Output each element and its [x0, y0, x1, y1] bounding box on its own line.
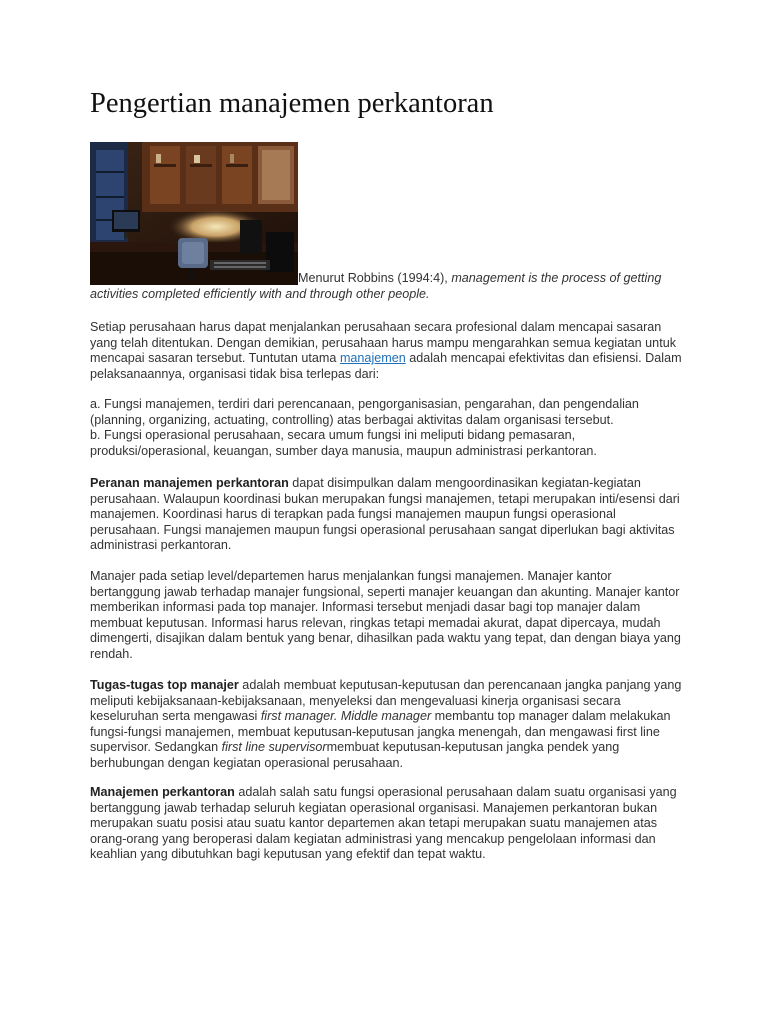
office-management-text: adalah salah satu fungsi operasional perusahaan dalam suatu organisasi yang bertanggung jawab terhadap seluruh kegiatan operasional organisasi. Manajemen perkantoran bukan merupakan suatu posisi atau suatu kantor departemen akan tetapi merupakan suatu manajemen atas orang-orang yang beroperasi dalam kegiatan administrasi yang mencakup pengelolaan informasi dan keahlian yang dibutuhkan bagi keputusan yang efektif dan tepat waktu.	[90, 785, 677, 862]
office-photo	[90, 142, 298, 285]
office-photo-illustration	[90, 142, 298, 285]
top-manager-text-1: adalah membuat keputusan-keputusan dan perencanaan jangka panjang yang meliputi kebijaksanaan-kebijaksanaan, menyeleksi dan mengevaluasi kinerja organisasi secara keseluruhan serta mengawasi	[90, 678, 682, 724]
top-manager-italic-1: first manager. Middle manager	[260, 709, 432, 724]
quote-lead: Menurut Robbins (1994:4),	[298, 271, 452, 285]
paragraph-intro-text-end: adalah mencapai efektivitas dan efisiensi. Dalam pelaksanaannya, organisasi tidak bisa terlepas dari:	[90, 351, 682, 381]
role-text: dapat disimpulkan dalam mengoordinasikan kegiatan-kegiatan perusahaan. Walaupun koordinasi bukan merupakan fungsi manajemen, tetapi merupakan inti/esensi dari manajemen. Koordinasi harus di terapkan pada fungsi manajemen maupun fungsi operasional perusahaan. Fungsi manajemen maupun fungsi operasional perusahaan sangat diperlukan bagi aktivitas administrasi perkantoran.	[90, 476, 680, 553]
paragraph-role	[90, 476, 682, 554]
top-manager-text-3: membuat keputusan-keputusan jangka pendek yang berhubungan dengan kegiatan operasional perusahaan.	[90, 740, 620, 770]
paragraph-office-management	[90, 785, 682, 863]
manajemen-link[interactable]: manajemen	[339, 351, 406, 366]
function-b: b. Fungsi operasional perusahaan, secara umum fungsi ini meliputi bidang pemasaran, produksi/operasional, keuangan, sumber daya manusia, maupun administrasi perkantoran.	[90, 428, 597, 458]
top-manager-text-2: membantu top manager dalam melakukan fungsi-fungsi manajemen, membuat keputusan-keputusan jangka menengah, dan mengawasi first line supervisor. Sedangkan	[90, 709, 671, 755]
paragraph-top-manager	[90, 678, 682, 772]
function-a: a. Fungsi manajemen, terdiri dari perencanaan, pengorganisasian, pengarahan, dan pengendalian (planning, organizing, actuating, controlling) atas berbagai aktivitas dalam organisasi tersebut.	[90, 397, 639, 427]
paragraph-intro	[90, 320, 682, 382]
top-manager-heading: Tugas-tugas top manajer	[90, 678, 239, 692]
paragraph-intro-text: Setiap perusahaan harus dapat menjalankan perusahaan secara profesional dalam mencapai sasaran yang telah ditentukan. Dengan demikian, perusahaan harus mampu mengarahkan semua kegiatan untuk mencapai sasaran tersebut. Tuntutan utama	[90, 320, 676, 366]
top-manager-italic-2: first line supervisor	[221, 740, 327, 755]
paragraph-manager: Manajer pada setiap level/departemen harus menjalankan fungsi manajemen. Manajer kantor bertanggung jawab terhadap manajer fungsional, seperti manajer keuangan dan akunting. Manajer kantor memberikan informasi pada top manajer. Informasi tersebut menjadi dasar bagi top manajer dalam membuat keputusan. Informasi harus relevan, ringkas tetapi memadai akurat, dapat dipercaya, mudah dimengerti, disajikan dalam bentuk yang benar, dihasilkan pada waktu yang tepat, dan dengan biaya yang rendah.	[90, 569, 681, 661]
paragraph-functions	[90, 397, 682, 459]
quote-italic: management is the process of getting activities completed efficiently with and through other people.	[90, 271, 662, 301]
role-heading: Peranan manajemen perkantoran	[90, 476, 289, 490]
office-management-heading: Manajemen perkantoran	[90, 785, 235, 799]
robbins-quote	[90, 271, 690, 302]
page-title: Pengertian manajemen perkantoran	[90, 88, 494, 119]
